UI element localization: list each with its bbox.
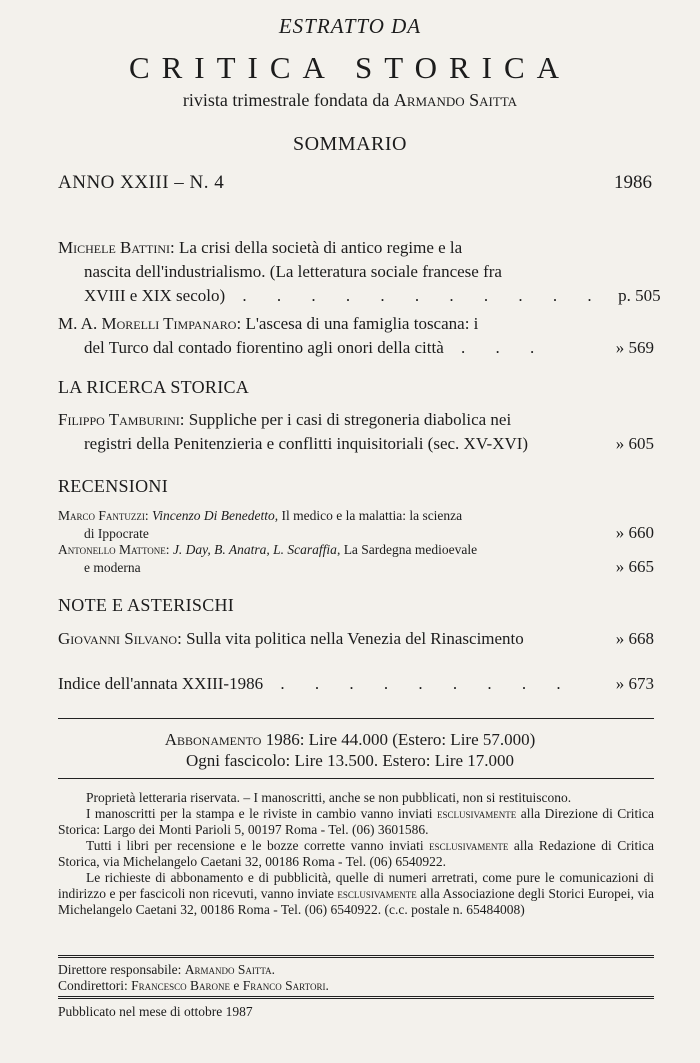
- author-name: Michele Battini: [58, 238, 171, 257]
- toc-entry-tamburini: [58, 408, 654, 456]
- page-number: » 569: [615, 338, 654, 357]
- toc-line: [58, 312, 654, 336]
- page-number: » 673: [615, 674, 654, 693]
- toc-entry-morelli: [58, 312, 654, 360]
- page-number: p. 505: [618, 286, 661, 305]
- title-text: , Il medico e la malattia: la scienza: [274, 508, 463, 523]
- author-name: Marco Fantuzzi: [58, 508, 145, 523]
- toc-line: [58, 260, 654, 284]
- director-label: Direttore responsabile:: [58, 962, 185, 977]
- title-text: XVIII e XIX secolo): [84, 286, 226, 305]
- note-text: Le richieste di abbonamento e di pubblicità, quelle di numeri arretrati, come pure le comunicazioni di indirizzo e per fascicoli non ricevuti, vanno inviate: [58, 870, 654, 901]
- founder-name: Armando Saitta: [393, 90, 518, 110]
- title-text: del Turco dal contado fiorentino agli onori della città: [84, 338, 444, 357]
- codirectors-line: [58, 978, 329, 994]
- toc-line: [58, 432, 654, 456]
- sommario-heading: SOMMARIO: [292, 133, 408, 155]
- issue-year: 1986: [614, 172, 652, 193]
- note-paragraph: [58, 870, 654, 918]
- note-emphasis: esclusivamente: [429, 838, 509, 853]
- director-line: [58, 962, 329, 978]
- page-number: » 660: [615, 523, 654, 542]
- divider: [58, 718, 654, 719]
- subscription-line: [0, 729, 700, 750]
- page-number: » 668: [615, 629, 654, 648]
- section-heading-ricerca: LA RICERCA STORICA: [58, 377, 250, 397]
- toc-entry-fantuzzi: [58, 507, 654, 542]
- journal-title: CRITICA STORICA: [128, 50, 572, 85]
- codirectors-label: Condirettori:: [58, 978, 132, 993]
- extract-label: ESTRATTO DA: [278, 14, 422, 38]
- toc-entry-silvano: [58, 627, 654, 651]
- title-text: : Sulla vita politica nella Venezia del Rinascimento: [177, 629, 524, 648]
- leader-dots: . . . . . . . . .: [263, 674, 574, 693]
- title-text: nascita dell'industrialismo. (La letteratura sociale francese fra: [84, 262, 502, 281]
- note-paragraph: [58, 806, 654, 838]
- note-text: alla Redazione di Critica Storica, via Michelangelo Caetani 32, 00186 Roma - Tel. (06) 6540922.: [58, 838, 654, 869]
- note-text: I manoscritti per la stampa e le riviste in cambio vanno inviati: [86, 806, 437, 821]
- publication-date: Pubblicato nel mese di ottobre 1987: [58, 1004, 253, 1019]
- subscription-info: [0, 729, 700, 771]
- reviewed-author: J. Day, B. Anatra, L. Scaraffia: [172, 542, 337, 557]
- staff-credits: [58, 962, 329, 994]
- author-name: M. A. Morelli Timpanaro: [58, 314, 237, 333]
- toc-entry-mattone: [58, 541, 654, 576]
- note-text: alla Direzione di Critica Storica: Largo dei Monti Parioli 5, 00197 Roma - Tel. (06) 3601586.: [58, 806, 655, 837]
- note-paragraph: [58, 838, 654, 870]
- section-heading-note: NOTE E ASTERISCHI: [58, 595, 235, 615]
- title-text: : L'ascesa di una famiglia toscana: i: [236, 314, 479, 333]
- note-text: alla Associazione degli Storici Europei, via Michelangelo Caetani 32, 00186 Roma - Tel. (06) 6540922. (c.c. postale n. 65484008): [58, 886, 654, 917]
- author-name: Giovanni Silvano: [58, 629, 178, 648]
- toc-line: [58, 284, 661, 308]
- title-text: di Ippocrate: [84, 526, 149, 541]
- divider: [58, 778, 654, 779]
- note-text: Tutti i libri per recensione e le bozze corrette vanno inviati: [86, 838, 430, 853]
- title-text: : La crisi della società di antico regime e la: [170, 238, 463, 257]
- issue-label: ANNO XXIII – N. 4: [58, 172, 225, 193]
- toc-line: [58, 541, 654, 558]
- colon: :: [144, 508, 153, 523]
- leader-dots: . . . . . . . . . . .: [225, 286, 605, 305]
- legal-notes: [58, 790, 654, 918]
- page-number: » 605: [615, 434, 654, 453]
- subscription-label: Abbonamento: [164, 730, 262, 749]
- conjunction: e: [230, 978, 243, 993]
- leader-dots: . . .: [443, 338, 548, 357]
- journal-subtitle: [0, 90, 700, 111]
- toc-line: [58, 558, 654, 576]
- toc-line: [58, 236, 654, 260]
- note-emphasis: esclusivamente: [436, 806, 517, 821]
- toc-line: [58, 408, 654, 432]
- page-number: » 665: [615, 557, 654, 576]
- note-emphasis: esclusivamente: [337, 886, 417, 901]
- toc-line: [58, 507, 654, 524]
- title-text: , La Sardegna medioevale: [336, 542, 478, 557]
- double-divider: [58, 955, 654, 958]
- section-heading-recensioni: RECENSIONI: [58, 476, 168, 496]
- toc-entry-battini: [58, 236, 661, 308]
- index-label: Indice dell'annata XXIII-1986: [58, 674, 264, 693]
- title-text: e moderna: [84, 560, 141, 575]
- subtitle-text: rivista trimestrale fondata da: [182, 90, 390, 110]
- toc-line: [58, 524, 654, 542]
- toc-line: [58, 336, 654, 360]
- subscription-price: 1986: Lire 44.000 (Estero: Lire 57.000): [261, 730, 536, 749]
- author-name: Filippo Tamburini: [58, 410, 180, 429]
- title-text: registri della Penitenzieria e conflitti inquisitoriali (sec. XV-XVI): [84, 434, 529, 453]
- toc-line: [58, 627, 654, 651]
- author-name: Antonello Mattone: [58, 542, 166, 557]
- double-divider: [58, 996, 654, 999]
- codirector-name: Francesco Barone: [131, 978, 231, 993]
- toc-entry-indice: [58, 672, 654, 696]
- note-paragraph: Proprietà letteraria riservata. – I manoscritti, anche se non pubblicati, non si restituiscono.: [86, 790, 572, 805]
- title-text: : Suppliche per i casi di stregoneria diabolica nei: [179, 410, 512, 429]
- codirector-name: Franco Sartori.: [242, 978, 329, 993]
- director-name: Armando Saitta.: [184, 962, 275, 977]
- reviewed-author: Vincenzo Di Benedetto: [152, 508, 275, 523]
- issue-price-line: Ogni fascicolo: Lire 13.500. Estero: Lire 17.000: [185, 751, 515, 770]
- toc-line: [58, 672, 654, 696]
- colon: :: [165, 542, 173, 557]
